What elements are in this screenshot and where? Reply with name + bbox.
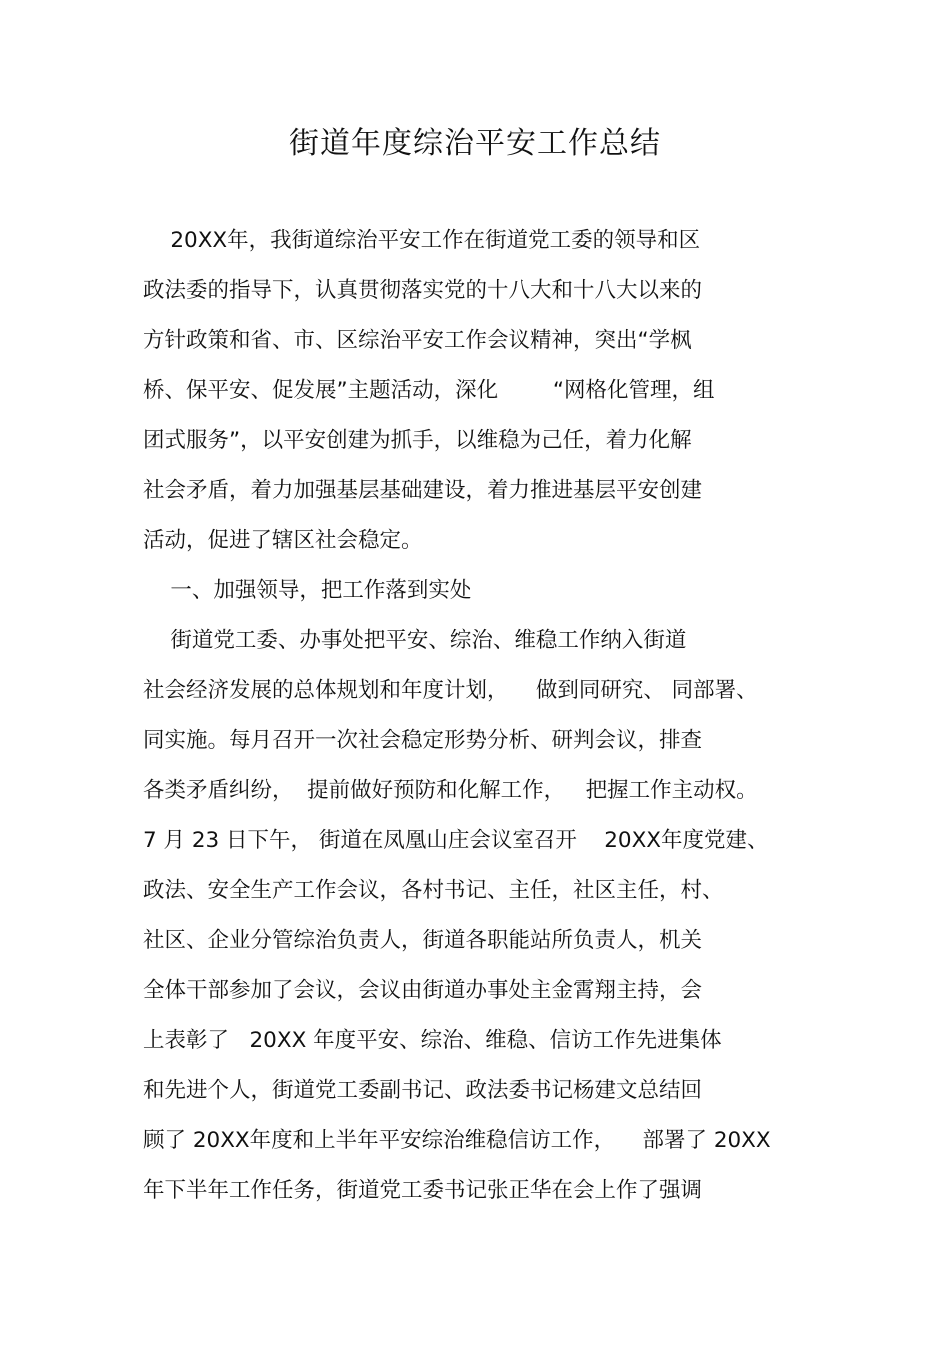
body-line: 社会矛盾，着力加强基层基础建设，着力推进基层平安创建 <box>143 478 703 503</box>
body-line: 桥、保平安、促发展”主题活动，深化 “网格化管理，组 <box>143 378 715 403</box>
body-line: 全体干部参加了会议，会议由街道办事处主金霄翔主持，会 <box>143 978 703 1003</box>
body-line: 团式服务”，以平安创建为抓手，以维稳为己任，着力化解 <box>143 428 692 453</box>
body-line: 同实施。每月召开一次社会稳定形势分析、研判会议，排查 <box>143 728 703 753</box>
body-line: 和先进个人，街道党工委副书记、政法委书记杨建文总结回 <box>143 1078 703 1103</box>
body-line: 20XX年，我街道综治平安工作在街道党工委的领导和区 <box>143 228 701 253</box>
body-line: 各类矛盾纠纷， 提前做好预防和化解工作， 把握工作主动权。 <box>143 778 758 803</box>
body-line: 上表彰了 20XX 年度平安、综治、维稳、信访工作先进集体 <box>143 1028 722 1053</box>
body-line: 社会经济发展的总体规划和年度计划， 做到同研究、 同部署、 <box>143 678 758 703</box>
body-line: 政法、安全生产工作会议，各村书记、主任，社区主任，村、 <box>143 878 724 903</box>
body-line: 政法委的指导下，认真贯彻落实党的十八大和十八大以来的 <box>143 278 703 303</box>
document-title: 街道年度综治平安工作总结 <box>289 126 661 161</box>
body-line: 7 月 23 日下午， 街道在凤凰山庄会议室召开 20XX年度党建、 <box>143 828 769 853</box>
body-line: 街道党工委、办事处把平安、综治、维稳工作纳入街道 <box>143 628 687 653</box>
body-line: 顾了 20XX年度和上半年平安综治维稳信访工作， 部署了 20XX <box>143 1128 771 1153</box>
body-line: 年下半年工作任务，街道党工委书记张正华在会上作了强调 <box>143 1178 703 1203</box>
body-line: 活动，促进了辖区社会稳定。 <box>143 528 423 553</box>
section-heading: 一、加强领导，把工作落到实处 <box>143 578 472 603</box>
body-line: 方针政策和省、市、区综治平安工作会议精神，突出“学枫 <box>143 328 692 353</box>
body-line: 社区、企业分管综治负责人，街道各职能站所负责人，机关 <box>143 928 703 953</box>
